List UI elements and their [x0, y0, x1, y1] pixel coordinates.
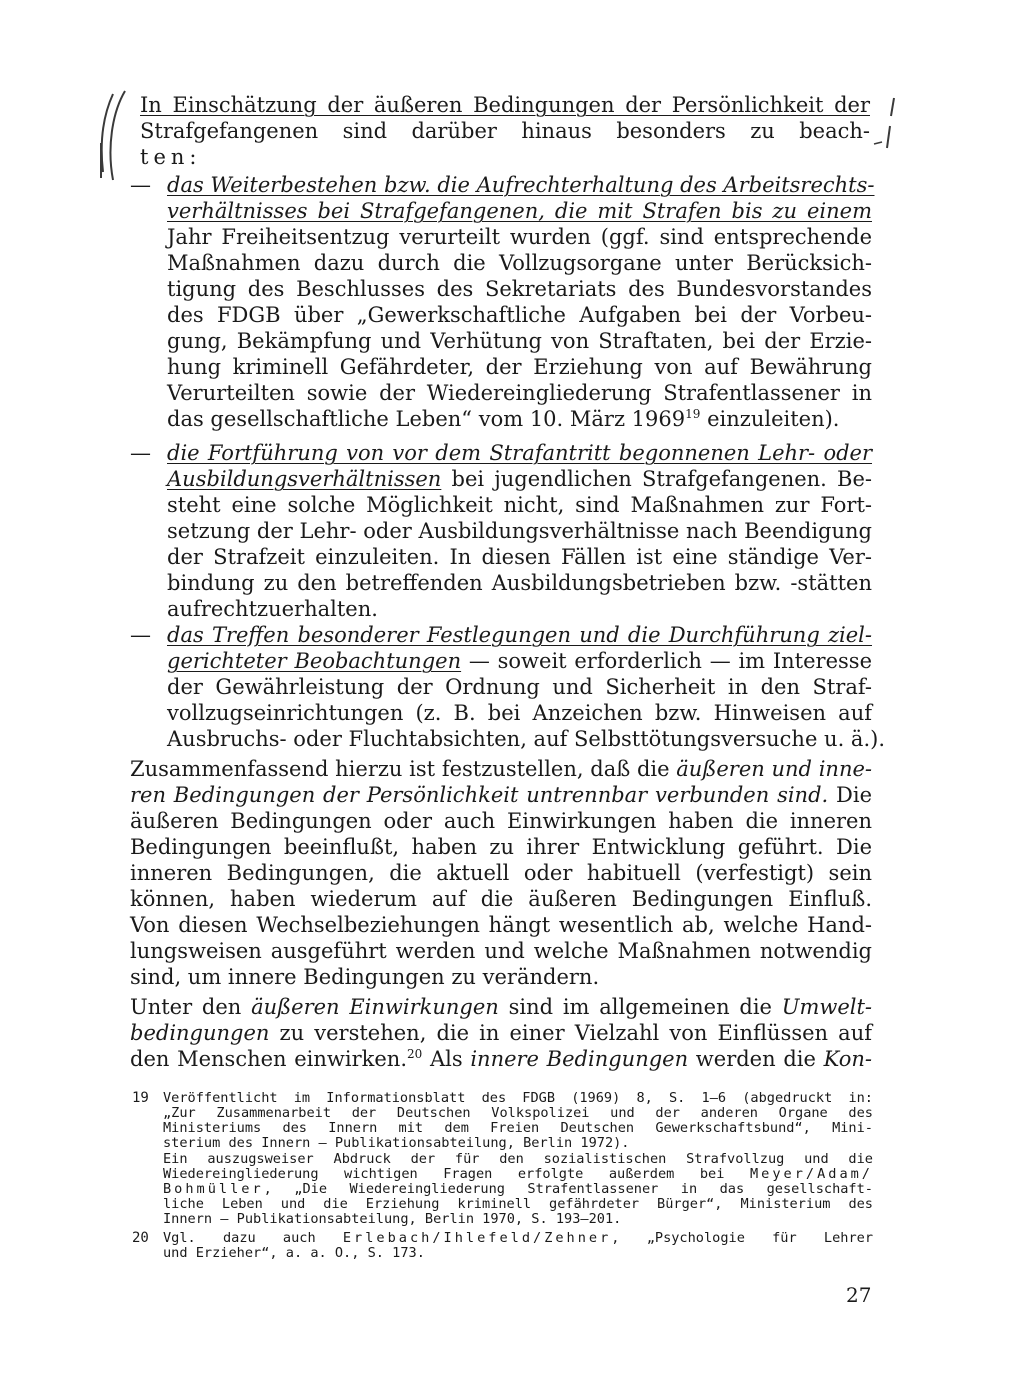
paragraph-1-line: äußeren Bedingungen oder auch Einwirkungen haben die inneren: [130, 809, 872, 833]
list-item-2-line: aufrechtzuerhalten.: [167, 597, 378, 621]
intro-line-3: ten:: [140, 145, 202, 169]
footnote-19-line: Bohmüller, „Die Wiedereingliederung Strafentlassener in das gesellschaft-: [163, 1181, 873, 1197]
list-item-3-line: der Gewährleistung der Ordnung und Sicherheit in den Straf-: [167, 675, 872, 699]
footnote-19-line: liche Leben und die Erziehung kriminell gefährdeter Bürger“, Ministerium des: [163, 1196, 873, 1212]
footnote-20-line: Vgl. dazu auch Erlebach/Ihlefeld/Zehner, „Psychologie für Lehrer: [163, 1230, 874, 1246]
margin-right-mark: [872, 96, 902, 156]
list-item-1-line: hung kriminell Gefährdeter, der Erziehung von auf Bewährung: [167, 355, 872, 379]
margin-bracket-mark: [95, 88, 140, 183]
list-item-1-line: gung, Bekämpfung und Verhütung von Straftaten, bei der Erzie-: [167, 329, 872, 353]
footnote-ref-19: 19: [685, 407, 701, 421]
list-item-1-line: des FDGB über „Gewerkschaftliche Aufgaben bei der Vorbeu-: [167, 303, 872, 327]
footnote-19-line: Veröffentlicht im Informationsblatt des FDGB (1969) 8, S. 1–6 (abgedruckt in:: [163, 1090, 873, 1106]
footnote-19-line: Wiedereingliederung wichtigen Fragen erfolgte außerdem bei Meyer/Adam/: [163, 1166, 873, 1182]
paragraph-1-line: Zusammenfassend hierzu ist festzustellen, daß die äußeren und inne-: [130, 757, 872, 781]
page-number: 27: [846, 1283, 872, 1307]
paragraph-2-line: den Menschen einwirken.$^{20}$ Als innere Bedingungen werden die Kon-: [130, 1047, 872, 1071]
intro-line-2: Strafgefangenen sind darüber hinaus besonders zu beach-: [140, 119, 870, 143]
list-item-1-line: Maßnahmen dazu durch die Vollzugsorgane unter Berücksich-: [167, 251, 872, 275]
list-item-1-line: verhältnisses bei Strafgefangenen, die mit Strafen bis zu einem: [167, 199, 872, 223]
list-item-2-line: steht eine solche Möglichkeit nicht, sind Maßnahmen zur Fort-: [167, 493, 872, 517]
list-item-2-line: bindung zu den betreffenden Ausbildungsbetrieben bzw. -stätten: [167, 571, 872, 595]
list-item-2-line: Ausbildungsverhältnissen bei jugendlichen Strafgefangenen. Be-: [167, 467, 872, 491]
paragraph-1-line: sind, um innere Bedingungen zu verändern.: [130, 965, 600, 989]
list-item-3-line: vollzugseinrichtungen (z. B. bei Anzeichen bzw. Hinweisen auf: [167, 701, 872, 725]
paragraph-2-line: bedingungen zu verstehen, die in einer Vielzahl von Einflüssen auf: [130, 1021, 872, 1045]
paragraph-2-line: Unter den äußeren Einwirkungen sind im allgemeinen die Umwelt-: [130, 995, 873, 1019]
paragraph-1-line: können, haben wiederum auf die äußeren Bedingungen Einfluß.: [130, 887, 872, 911]
footnote-20-line: und Erzieher“, a. a. O., S. 173.: [163, 1245, 425, 1261]
footnote-19-line: „Zur Zusammenarbeit der Deutschen Volkspolizei und der anderen Organe des: [163, 1105, 873, 1121]
footnote-19-line: Innern – Publikationsabteilung, Berlin 1970, S. 193–201.: [163, 1211, 622, 1227]
list-item-1-line: das Weiterbestehen bzw. die Aufrechterhaltung des Arbeitsrechts-: [167, 173, 875, 197]
intro-line-1: In Einschätzung der äußeren Bedingungen der Persönlichkeit der: [140, 93, 870, 117]
footnote-number: 20: [132, 1230, 149, 1246]
paragraph-1-line: inneren Bedingungen, die aktuell oder habituell (verfestigt) sein: [130, 861, 872, 885]
paragraph-1-line: ren Bedingungen der Persönlichkeit untrennbar verbunden sind. Die: [130, 783, 872, 807]
list-item-1-line: das gesellschaftliche Leben“ vom 10. März 1969$^{19}$ einzuleiten).: [167, 407, 840, 431]
list-item-1-line: tigung des Beschlusses des Sekretariats des Bundesvorstandes: [167, 277, 872, 301]
list-item-2-line: die Fortführung von vor dem Strafantritt begonnenen Lehr- oder: [167, 441, 872, 465]
list-item-1-line: Jahr Freiheitsentzug verurteilt wurden (ggf. sind entsprechende: [167, 225, 872, 249]
list-dash: —: [130, 441, 151, 465]
list-item-1-line: Verurteilten sowie der Wiedereingliederung Strafentlassener in: [167, 381, 872, 405]
list-dash: —: [130, 623, 151, 647]
paragraph-1-line: Von diesen Wechselbeziehungen hängt wesentlich ab, welche Hand-: [130, 913, 872, 937]
footnote-19-line: sterium des Innern – Publikationsabteilung, Berlin 1972).: [163, 1135, 630, 1151]
list-dash: —: [130, 173, 151, 197]
list-item-3-line: Ausbruchs- oder Fluchtabsichten, auf Selbsttötungsversuche u. ä.).: [167, 727, 885, 751]
paragraph-1-line: Bedingungen beeinflußt, haben zu ihrer Entwicklung geführt. Die: [130, 835, 872, 859]
paragraph-1-line: lungsweisen ausgeführt werden und welche Maßnahmen notwendig: [130, 939, 872, 963]
list-item-3-line: gerichteter Beobachtungen — soweit erforderlich — im Interesse: [167, 649, 872, 673]
list-item-2-line: setzung der Lehr- oder Ausbildungsverhältnisse nach Beendigung: [167, 519, 872, 543]
footnote-19-line: Ein auszugsweiser Abdruck der für den sozialistischen Strafvollzug und die: [163, 1151, 873, 1167]
footnote-number: 19: [132, 1090, 149, 1106]
footnote-19-line: Ministeriums des Innern mit dem Freien Deutschen Gewerkschaftsbund“, Mini-: [163, 1120, 873, 1136]
list-item-3-line: das Treffen besonderer Festlegungen und die Durchführung ziel-: [167, 623, 872, 647]
list-item-2-line: der Strafzeit einzuleiten. In diesen Fällen ist eine ständige Ver-: [167, 545, 872, 569]
footnote-ref-20: 20: [407, 1047, 423, 1061]
